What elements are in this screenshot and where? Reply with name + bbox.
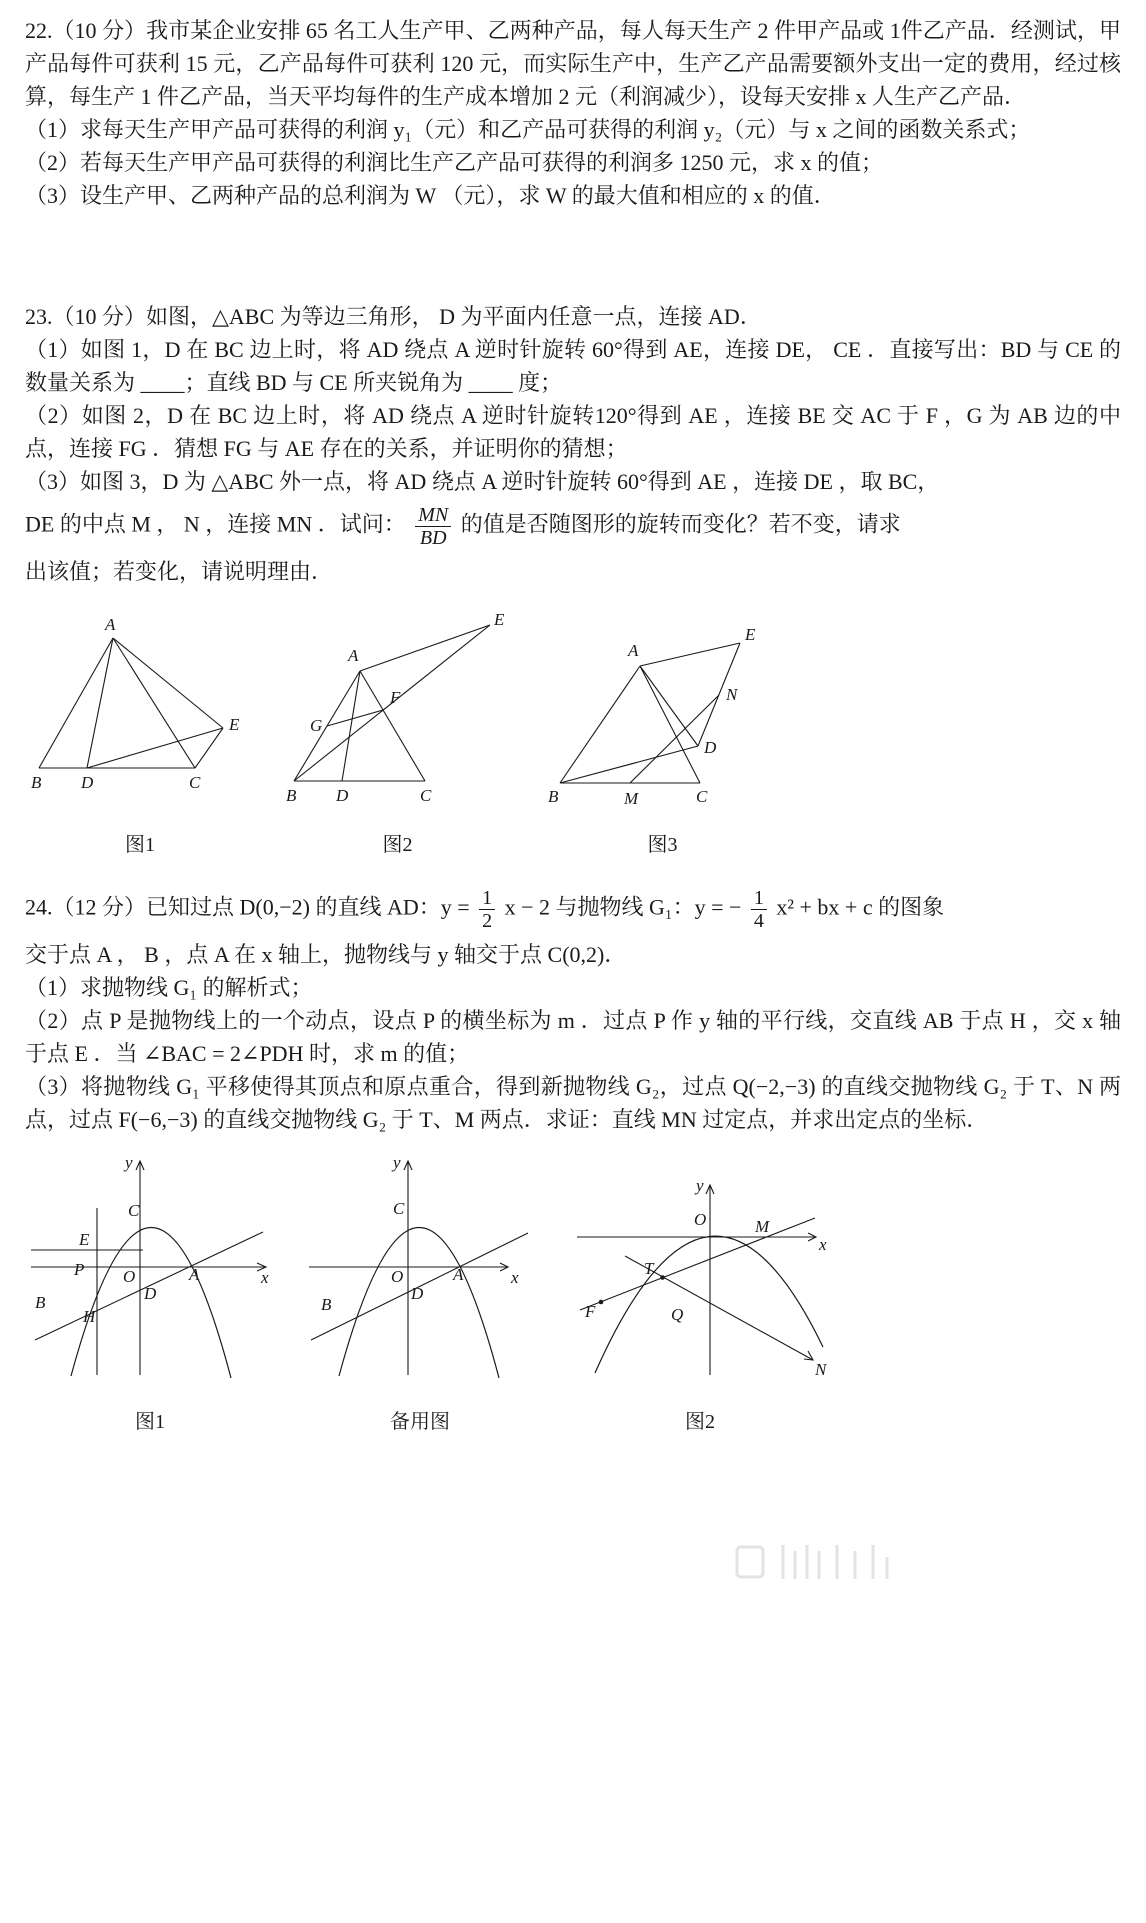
figure-24-2 [303, 1150, 538, 1434]
figure-24-3-drawing [565, 1175, 835, 1385]
point-label-O: O [123, 1267, 136, 1286]
point-label-C: C [189, 773, 201, 792]
axis-label-x: x [261, 1268, 269, 1287]
axis-label-y: y [125, 1153, 133, 1172]
point-label-A: A [189, 1265, 200, 1284]
watermark-logo [725, 1535, 905, 1595]
point-label-C: C [392, 1199, 404, 1218]
axes [31, 1161, 266, 1375]
point-label-B: B [320, 1295, 331, 1314]
point-label-M: M [624, 789, 639, 808]
point-label-A: A [452, 1265, 463, 1284]
problem-23-item3-line1: （3）如图 3，D 为 △ABC 外一点，将 AD 绕点 A 逆时针旋转 60°得到 AE ，连接 DE ，取 BC， [25, 469, 940, 494]
triangle-lines [560, 643, 740, 783]
figure-23-1 [25, 608, 255, 857]
figure-caption: 图3 [647, 834, 678, 856]
point-label-P: P [74, 1260, 85, 1279]
frac-den: 4 [753, 910, 764, 932]
frac-den: 2 [482, 910, 493, 932]
text-run: 24.（12 分）已知过点 D(0,−2) 的直线 AD：y = [25, 894, 470, 920]
curves [580, 1218, 823, 1373]
figure-24-2-drawing [303, 1150, 538, 1385]
fraction-1-4 [751, 887, 767, 932]
figure-23-1-drawing [25, 608, 255, 808]
fraction-1-2 [479, 887, 495, 932]
axes [309, 1161, 508, 1375]
frac-num: 1 [479, 887, 495, 910]
problem-23-item3-line3: 出该值；若变化，请说明理由． [25, 559, 334, 584]
point-label-N: N [726, 685, 738, 704]
point-label-A: A [105, 615, 116, 634]
watermark-marks [737, 1545, 887, 1579]
frac-num: MN [415, 504, 451, 527]
point-label-T: T [644, 1259, 654, 1278]
point-label-D: D [81, 773, 94, 792]
problem-24-item2: （2）点 P 是抛物线上的一个动点，设点 P 的横坐标为 m ．过点 P 作 y 轴的平行线，交直线 AB 于点 H ，交 x 轴于点 E ．当 ∠BAC = 2∠PDH 时，求 m 的值； [25, 1008, 1121, 1066]
figure-23-2 [280, 603, 515, 857]
problem-22-intro: 22.（10 分）我市某企业安排 65 名工人生产甲、乙两种产品，每人每天生产 2 件甲产品或 1件乙产品．经测试，甲产品每件可获利 15 元，乙产品每件可获利 120 元，而实际生产中，生产乙产品需要额外支出一定的费用，经过核算，每生产 1 件乙产品，当天平均每件的生产成本增加 2 元（利润减少），设每天安排 x 人生产乙产品． [25, 18, 1121, 109]
frac-num: 1 [751, 887, 767, 910]
figure-24-1 [25, 1150, 275, 1434]
point-label-E: E [745, 625, 756, 644]
point-T-dot [660, 1275, 665, 1280]
problem-24-figures [25, 1150, 835, 1434]
problem-23-item3-line2 [25, 498, 1121, 555]
point-label-E: E [494, 610, 505, 629]
figure-caption: 备用图 [390, 1411, 450, 1433]
point-label-B: B [286, 786, 297, 805]
point-label-M: M [755, 1217, 770, 1236]
figure-caption: 图1 [125, 834, 155, 856]
point-label-A: A [348, 646, 359, 665]
watermark-drawing [725, 1535, 905, 1590]
text-run: x² + bx + c 的图象 [776, 894, 945, 920]
point-label-D: D [410, 1284, 423, 1303]
point-label-O: O [390, 1267, 403, 1286]
figure-24-1-drawing [25, 1150, 275, 1385]
problem-23-item2: （2）如图 2，D 在 BC 边上时，将 AD 绕点 A 逆时针旋转120°得到 AE ，连接 BE 交 AC 于 F ，G 为 AB 边的中点，连接 FG ．猜想 FG 与 AE 存在的关系，并证明你的猜想； [25, 403, 1121, 461]
figure-caption: 图2 [382, 834, 413, 856]
point-label-C: C [696, 787, 708, 806]
fraction-mn-bd [415, 504, 451, 549]
problem-24-item1: （1）求抛物线 G₁ 的解析式； [25, 975, 313, 1000]
problem-24 [25, 881, 1121, 1434]
axis-label-x: x [510, 1268, 519, 1287]
point-label-E: E [79, 1230, 90, 1249]
frac-den: BD [419, 527, 447, 549]
problem-23 [25, 300, 1121, 857]
point-label-B: B [35, 1293, 46, 1312]
problem-22-item3: （3）设生产甲、乙两种产品的总利润为 W （元），求 W 的最大值和相应的 x 的值． [25, 183, 836, 208]
figure-caption: 图1 [135, 1411, 165, 1433]
problem-24-item3: （3）将抛物线 G₁ 平移使得其顶点和原点重合，得到新抛物线 G₂，过点 Q(−2,−3) 的直线交抛物线 G₂ 于 T、N 两点，过点 F(−6,−3) 的直线交抛物线 G₂ 于 T、M 两点．求证：直线 MN 过定点，并求出定点的坐标． [25, 1074, 1121, 1132]
point-label-N: N [815, 1360, 827, 1379]
problem-23-item1: （1）如图 1，D 在 BC 边上时，将 AD 绕点 A 逆时针旋转 60°得到 AE，连接 DE， CE ．直接写出：BD 与 CE 的数量关系为 ____；直线 BD 与 CE 所夹锐角为 ____ 度； [25, 337, 1121, 395]
point-label-A: A [628, 641, 639, 660]
text-run: 的值是否随图形的旋转而变化？若不变，请求 [460, 511, 901, 537]
problem-22-item2: （2）若每天生产甲产品可获得的利润比生产乙产品可获得的利润多 1250 元，求 x 的值； [25, 150, 884, 175]
point-label-F: F [585, 1302, 596, 1321]
problem-24-intro-line2: 交于点 A ， B ，点 A 在 x 轴上，抛物线与 y 轴交于点 C(0,2)． [25, 942, 627, 967]
figure-23-2-drawing [280, 603, 515, 808]
text-run: x − 2 与抛物线 G₁：y = − [504, 894, 742, 920]
problem-24-intro [25, 881, 1121, 938]
point-label-C: C [128, 1201, 140, 1220]
point-label-B: B [31, 773, 42, 792]
problem-22-item1: （1）求每天生产甲产品可获得的利润 y₁（元）和乙产品可获得的利润 y₂（元）与 x 之间的函数关系式； [25, 117, 1031, 142]
point-label-D: D [336, 786, 349, 805]
axis-label-x: x [819, 1235, 827, 1254]
axis-label-y: y [392, 1153, 401, 1172]
point-label-H: H [83, 1307, 96, 1326]
figure-23-3 [540, 598, 785, 857]
point-label-F: F [390, 688, 401, 707]
point-label-B: B [548, 787, 559, 806]
point-label-G: G [310, 716, 323, 735]
figure-caption: 图2 [685, 1411, 715, 1433]
point-label-E: E [229, 715, 240, 734]
point-label-Q: Q [671, 1305, 684, 1324]
figure-24-3 [565, 1175, 835, 1434]
problem-22 [25, 14, 1121, 212]
point-label-D: D [704, 738, 717, 757]
point-label-D: D [144, 1284, 157, 1303]
point-label-C: C [420, 786, 432, 805]
problem-23-figures [25, 598, 785, 857]
figure-23-3-drawing [540, 598, 785, 808]
text-run: DE 的中点 M ， N ，连接 MN ．试问： [25, 511, 406, 537]
point-label-O: O [694, 1210, 707, 1229]
problem-23-intro: 23.（10 分）如图，△ABC 为等边三角形， D 为平面内任意一点，连接 AD． [25, 304, 762, 329]
axis-label-y: y [696, 1176, 704, 1195]
triangle-lines [39, 638, 223, 768]
point-F-dot [599, 1300, 604, 1305]
